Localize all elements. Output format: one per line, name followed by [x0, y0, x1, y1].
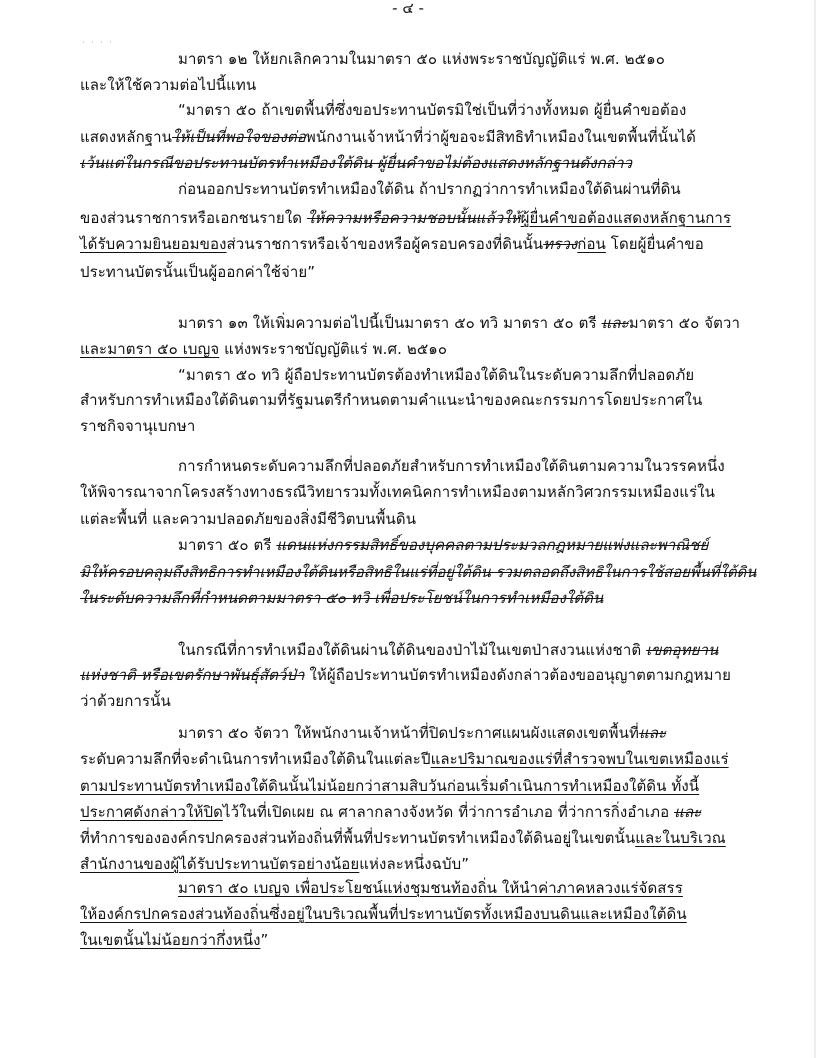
deleted-text: และ [601, 314, 629, 332]
text-line [80, 233, 704, 255]
text-segment: การกำหนดระดับความลึกที่ปลอดภัยสำหรับการทำเหมืองใต้ดินตามความในวรรคหนึ่ง [178, 457, 725, 475]
text-segment: ไว้ในที่เปิดเผย ณ ศาลากลางจังหวัด ที่ว่าการอำเภอ ที่ว่าการกิ่งอำเภอ [222, 803, 675, 821]
text-line [80, 827, 726, 849]
text-segment: และให้ใช้ความต่อไปนี้แทน [80, 76, 257, 94]
inserted-text: ให้องค์กรปกครองส่วนท้องถิ่นซึ่งอยู่ในบริเวณพื้นที่ประทานบัตรทั้งเหมืองบนดินและเหมืองใต้ดิน [80, 905, 687, 923]
inserted-text: ก่อน [577, 235, 606, 253]
inserted-text: ได้รับความยินยอมของ [80, 235, 227, 253]
text-line [178, 364, 694, 386]
text-line [178, 178, 681, 200]
deleted-text: ทรวง [543, 235, 578, 253]
text-line [178, 722, 666, 744]
inserted-text: และในบริเวณ [635, 829, 726, 847]
text-line [80, 207, 731, 229]
text-segment: ส่วนราชการหรือเจ้าของหรือผู้ครอบครองที่ดินนั้น [226, 235, 544, 253]
text-line [178, 99, 686, 121]
deleted-text: เว้นแต่ในกรณีขอประทานบัตรทำเหมืองใต้ดิน ผู้ยื่นคำขอไม่ต้องแสดงหลักฐานดังกล่าว [80, 154, 633, 172]
text-segment: ” [260, 931, 269, 949]
deleted-text: ในระดับความลึกที่กำหนดตามมาตรา ๕๐ ทวิ เพื่อประโยชน์ในการทำเหมืองใต้ดิน [80, 589, 604, 607]
inserted-text: และมาตรา ๕๐ เบญจ [80, 340, 220, 358]
inserted-text: ในเขตนั้นไม่น้อยกว่ากึ่งหนึ่ง [80, 931, 261, 949]
text-line [80, 929, 268, 951]
text-segment: ก่อนออกประทานบัตรทำเหมืองใต้ดิน ถ้าปรากฏว่าการทำเหมืองใต้ดินผ่านที่ดิน [178, 180, 681, 198]
text-segment: ราชกิจจานุเบกษา [80, 417, 196, 435]
text-segment: โดยผู้ยื่นคำขอ [605, 235, 704, 253]
inserted-text: ประกาศดังกล่าวให้ปิด [80, 803, 223, 821]
text-line [80, 338, 447, 360]
text-line [80, 903, 687, 925]
text-line [80, 152, 632, 174]
deleted-text: แห่งชาติ หรือเขตรักษาพันธุ์สัตว์ป่า [80, 666, 305, 684]
text-segment: แห่งพระราชบัญญัติแร่ พ.ศ. ๒๕๑๐ [219, 340, 448, 358]
scan-speck: · · · · [82, 38, 114, 46]
text-segment: สำหรับการทำเหมืองใต้ดินตามที่รัฐมนตรีกำหนดตามคำแนะนำของคณะกรรมการโดยประกาศใน [80, 391, 703, 409]
text-line [80, 561, 756, 583]
page-number: - ๔ - [392, 0, 424, 17]
text-segment: ประทานบัตรนั้นเป็นผู้ออกค่าใช้จ่าย” [80, 263, 316, 281]
text-line [80, 853, 469, 875]
deleted-text: และ [638, 724, 667, 742]
text-line [178, 48, 665, 70]
text-line [178, 639, 718, 661]
text-line [178, 877, 683, 899]
text-line [80, 508, 416, 530]
text-segment: แสดงหลักฐาน [80, 128, 173, 146]
text-segment: มาตรา ๑๒ ให้ยกเลิกความในมาตรา ๕๐ แห่งพระราชบัญญัติแร่ พ.ศ. ๒๕๑๐ [178, 50, 665, 68]
text-line [80, 481, 715, 503]
deleted-text: เขตอุทยาน [646, 641, 719, 659]
text-line [80, 261, 315, 283]
deleted-text: ให้เป็นที่พอใจของต่อ [172, 128, 306, 146]
text-segment: ระดับความลึกที่จะดำเนินการทำเหมืองใต้ดินในแต่ละปี [80, 750, 431, 768]
text-line [80, 775, 699, 797]
inserted-text: สำนักงานของผู้ได้รับประทานบัตรอย่างน้อย [80, 855, 360, 873]
text-segment: ให้พิจารณาจากโครงสร้างทางธรณีวิทยารวมทั้งเทคนิคการทำเหมืองตามหลักวิศวกรรมเหมืองแร่ใน [80, 483, 715, 501]
text-segment: แห่งละหนึ่งฉบับ” [359, 855, 470, 873]
text-segment: ของส่วนราชการหรือเอกชนรายใด [80, 209, 307, 227]
text-line [80, 690, 171, 712]
text-line [80, 389, 702, 411]
text-segment: พนักงานเจ้าหน้าที่ว่าผู้ขอจะมีสิทธิทำเหมืองในเขตพื้นที่นั้นได้ [305, 128, 696, 146]
text-line [80, 126, 696, 148]
text-segment: มาตรา ๑๓ ให้เพิ่มความต่อไปนี้เป็นมาตรา ๕๐ ทวิ มาตรา ๕๐ ตรี [178, 314, 602, 332]
text-line [178, 455, 725, 477]
deleted-text: แดนแห่งกรรมสิทธิ์ของบุคคลตามประมวลกฎหมายแพ่งและพาณิชย์ [276, 536, 709, 554]
text-line [178, 312, 740, 334]
text-segment: ในกรณีที่การทำเหมืองใต้ดินผ่านใต้ดินของป่าไม้ในเขตป่าสงวนแห่งชาติ [178, 641, 647, 659]
inserted-text: และปริมาณของแร่ที่สำรวจพบในเขตเหมืองแร่ [430, 750, 729, 768]
text-segment: มาตรา ๕๐ ตรี [178, 536, 277, 554]
text-segment: ที่ทำการขององค์กรปกครองส่วนท้องถิ่นที่พื้นที่ประทานบัตรทำเหมืองใต้ดินอยู่ในเขตนั้น [80, 829, 636, 847]
text-segment: ว่าด้วยการนั้น [80, 692, 171, 710]
text-line [80, 587, 603, 609]
inserted-text: มาตรา ๕๐ เบญจ เพื่อประโยชน์แห่งชุมชนท้องถิ่น ให้นำค่าภาคหลวงแร่จัดสรร [178, 879, 683, 897]
deleted-text: ให้ความหรือความชอบนั้นแล้วให้ [306, 209, 521, 227]
text-line [80, 748, 729, 770]
inserted-text: ตามประทานบัตรทำเหมืองใต้ดินนั้นไม่น้อยกว่าสามสิบวันก่อนเริ่มดำเนินการทำเหมืองใต้ดิน ทั้งนี้ [80, 777, 700, 795]
text-segment: “มาตรา ๕๐ ถ้าเขตพื้นที่ซึ่งขอประทานบัตรมิใช่เป็นที่ว่างทั้งหมด ผู้ยื่นคำขอต้อง [178, 101, 687, 119]
text-segment: แต่ละพื้นที่ และความปลอดภัยของสิ่งมีชีวิตบนพื้นดิน [80, 510, 417, 528]
text-segment: มาตรา ๕๐ จัตวา [628, 314, 740, 332]
inserted-text: ผู้ยื่นคำขอต้องแสดงหลักฐานการ [520, 209, 732, 227]
text-line [80, 664, 731, 686]
deleted-text: มิให้ครอบคลุมถึงสิทธิการทำเหมืองใต้ดินหรือสิทธิในแร่ที่อยู่ใต้ดิน รวมตลอดถึงสิทธิในการใช้สอยพื้นที่ใต้ดิน [80, 563, 757, 581]
text-segment: ให้ผู้ถือประทานบัตรทำเหมืองดังกล่าวต้องขออนุญาตตามกฎหมาย [304, 666, 732, 684]
text-line [80, 801, 701, 823]
text-segment: มาตรา ๕๐ จัตวา ให้พนักงานเจ้าหน้าที่ปิดประกาศแผนผังแสดงเขตพื้นที่ [178, 724, 639, 742]
text-line [80, 415, 195, 437]
text-segment: “มาตรา ๕๐ ทวิ ผู้ถือประทานบัตรต้องทำเหมืองใต้ดินในระดับความลึกที่ปลอดภัย [178, 366, 695, 384]
text-line [178, 534, 708, 556]
text-line [80, 74, 256, 96]
deleted-text: และ [674, 803, 702, 821]
